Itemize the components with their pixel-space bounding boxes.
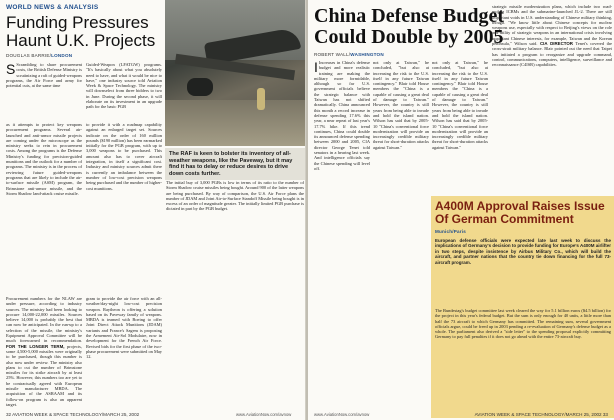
china-column-1-text: Increases in China's defense budget and more realistic training are making the military more formidable, although so far U.S. government officials believe the strategic balance with Taiwan has not shifted dramatically. China announced this month a record increase in defense spending 17.6% this year, a near repeat of last year's 17.7% hike. If this trend continues, China could double its announced defense spending between 2000 and 2005, CIA director George Tenet told senators in a hearing last week. And intelligence officials say the Chinese spending will level off. (314, 60, 370, 171)
web-url-left: www.AviationNow.com/avnow (236, 412, 292, 417)
a400m-story-box (431, 196, 614, 418)
article-column-4 (86, 296, 162, 408)
china-column-4 (492, 4, 612, 192)
column-5-text: The initial buy of 3,000 PGBs is low in terms of its ratio to the number of Storm Shadow cruise missiles being bought. Around 900 of the latter weapons are being purchased. By way of comparison, the U.S. Air Force plans the number of JDAM and Joint Air-to-Surface Standoff Missile being bought is in excess of an order of magnitude greater. The initially limited PGB purchase is dictated in part by the PGB budget. (166, 180, 304, 212)
column-2-lower-text: to provide it with a roadmap capability against an enlarged target set. Sources indicate on the order of 160 million pounds ($190 million) has been earmarked initially for the PGB program, with up to 3,000 weapons to be purchased. This amount also has to cover aircraft integration, in itself a significant cost. Industry and ministry sources admit there is currently an imbalance between the number of low-cost precision weapons being purchased and the number of higher-cost munitions. (86, 122, 162, 191)
a400m-body: The Bundestag's budget committee last week cleared the way for 5.1 billion euros ($4.5 billion) for the project in this year's federal budget. But the sum is only enough for 40 units, a little more than half the 73 aircraft to which Germany has committed. The remaining sum, several government officials argue, could be freed up in 2003 pending a re-evaluation of Germany's defense budget as a whole. The parliament also derived a "side letter" to the spending proposal explicitly committing Germany to pay full penalties if it does not go ahead with the entire 73-aircraft buy. (435, 308, 611, 340)
article-column-1 (6, 62, 82, 120)
byline-right (314, 52, 384, 57)
china-column-3 (432, 60, 488, 192)
footer-left: 32 AVIATION WEEK & SPACE TECHNOLOGY/MARCH 25, 2002 (6, 412, 140, 417)
photo-caption: The RAF is keen to bolster its inventory of all-weather weapons, like the Paveway, but it may find it has to delay or reduce desires to drive down costs further. (165, 148, 306, 180)
photo-engine (187, 78, 213, 96)
china-column-2 (373, 60, 429, 408)
left-page (0, 0, 306, 420)
article-column-2 (86, 62, 162, 120)
byline-left (6, 53, 72, 58)
column-3-subhead: FOR THE LONGER TERM, (6, 343, 65, 349)
article-column-5 (166, 180, 304, 408)
drop-cap: I (314, 60, 318, 75)
column-4-text: gram to provide the air force with an all-weather/day-night low-cost precision weapon. Raytheon is offering a solution based on its Paveway family of weapons. MBDA is teamed with Boeing to offer Joint Direct Attack Munitions (JDAM) variants and France's Sagem is proposing the Armement Air-Sol Modulaire, now in development for the French Air Force. Revised bids for the first phase of the two-phase procurement were submitted on May 12. (86, 296, 162, 360)
byline-author: DOUGLAS BARRIE/ (6, 53, 52, 58)
article-column-2-lower (86, 122, 162, 294)
article-column-3 (6, 296, 82, 408)
china-column-4-subhead: CIA DIRECTOR (540, 41, 573, 47)
column-2-text: Guided-Weapon (LFATGW) programs. "It's basically about what you absolutely need to have, and what it would be nice to have," one industry source told Aviation Week & Space Technology. The ministry will downselect from three bidders to two in June. During the second phase, it will elaborate on its investment in an upgrade path for the basic PGB (86, 62, 162, 110)
footer-right: AVIATION WEEK & SPACE TECHNOLOGY/MARCH 25, 2002 33 (474, 412, 608, 417)
headline-china-defense: China Defense Budget Could Double by 2005 (314, 5, 505, 48)
china-column-2-text: not only at Taiwan," he concluded, "but also at increasing the risk to the U.S. itself in any future Taiwan contingency." Blair told House members the "China is a capable of causing a great deal of damage to Taiwan." However, the country is still years from being able to invade and hold the island nation. Wilson has said that by 2005-10 "China's conventional force modernization will provide an increasingly credible military threat for short-duration attacks against Taiwan." (373, 60, 429, 150)
a400m-byline (435, 229, 466, 234)
right-page (308, 0, 614, 420)
section-tag: WORLD NEWS & ANALYSIS (6, 4, 99, 11)
headline-funding-pressures: Funding Pressures Haunt U.K. Projects (6, 13, 156, 50)
a400m-lead: European defense officials were expected late last week to discuss the implications of Germany's decision to provide funding for Europe's A400M airlifter in two steps, despite insistence by Airbus Military Co., which will build the aircraft, and partner nations that the country tie down financing for the full 73-aircraft program. (435, 238, 612, 265)
photo-worker (257, 88, 265, 110)
byline-location: WASHINGTON (350, 52, 384, 57)
byline-location: LONDON (51, 53, 73, 58)
a400m-headline: A400M Approval Raises Issue Of German Commitment (435, 199, 605, 226)
column-1-text: Scrambling to share procurement costs, the British Defense Ministry is scrutinizing a raft of guided-weapons programs, the Air Force and army for potential cuts, at the same time (6, 62, 82, 89)
china-column-3-text: not only at Taiwan," he concluded, "but also at increasing the risk to the U.S. itself in any future Taiwan contingency." Blair told House members the "China is a capable of causing a great deal of damage to Taiwan." However, the country is still years from being able to invade and hold the island nation. Wilson has said that by 2005-10 "China's conventional force modernization will provide an increasingly credible military threat for short-duration attacks against Taiwan." (432, 60, 488, 150)
a400m-byline-location: Munich/Paris (435, 229, 466, 234)
china-column-4-more: Tenet's covered the cross-strait military balance. Blair pointed out the need that Taipei has initiated a program to reorganize and upgrade command, control, communications, computers, intelligence, surveillance and reconnaissance (C4ISR) capabilities. (492, 41, 612, 68)
china-column-1 (314, 60, 370, 408)
byline-author: ROBERT WALL/ (314, 52, 351, 57)
photo-ground (165, 100, 306, 146)
article-column-1-lower (6, 122, 82, 294)
column-1-lower-text: as it attempts to protect key weapons procurement programs. Several air-launched and anti-armor missile projects are coming under the microscope as the ministry seeks to rein in procurement costs. Among the programs is the Defense Ministry's funding for precision-guided munitions and the outlook for a number of programs. The ministry is in the process of reviewing future guided-weapons programs that are likely to include the air-to-surface missile (ASM) program, the Brimstone anti-armor missile, and the Storm Shadow land-attack cruise missile. (6, 122, 82, 196)
drop-cap: S (6, 62, 16, 77)
china-column-4-text: strategic missile modernization plans, which include two road-mobile ICBMs and the submarine-launched JL-2. There are still important voids in U.S. understanding of Chinese military thinking, though. "We know little about Chinese concepts for nuclear weapons use, especially with respect to Beijing's views on the role and utility of strategic weapons in an international crisis involving important Chinese interests, for example, Taiwan and the Korean peninsula," Wilson said. (492, 4, 612, 47)
column-3-text: Procurement numbers for the NLAW are under pressure, according to industry sources. The ministry had been looking to procure 14,000-22,000 missiles. Sources believe 14,000 is probably the best that can now be anticipated. In the run-up to a selection of the missile, the ministry's Equipment Approval Committee will be much forewarned in recommendation. (6, 296, 82, 344)
web-url-right: www.AviationNow.com/avnow (314, 412, 370, 417)
airframe-photo (165, 0, 306, 146)
column-3-more: projects, some 4,500-5,000 missiles were originally to be purchased, though this number is also now under review. The ministry also plans to cut the number of Brimstone missiles for its strike aircraft by at least 25%. However, this numbers too are yet to be contractually agreed with European missile manufacturer MBDA. The acquisition of the ASRAAM and its follow-on program is also an apparent target. (6, 343, 82, 407)
